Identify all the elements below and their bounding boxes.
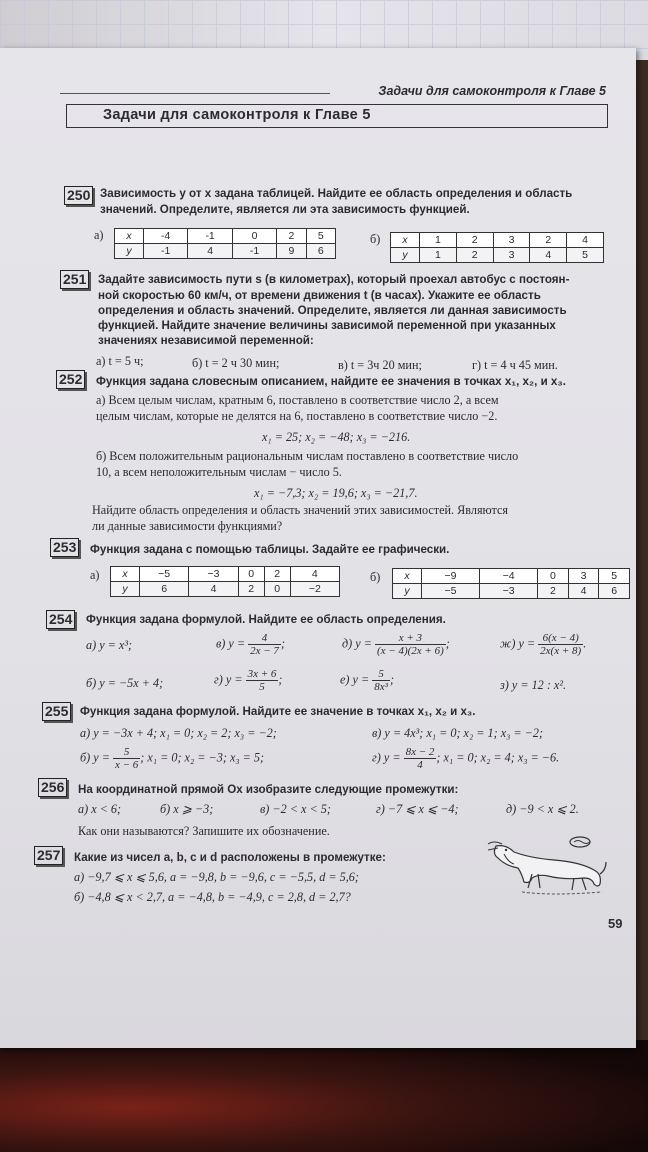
problem-number-253: 253 bbox=[50, 538, 79, 557]
problem-252-question-1: Найдите область определения и область значений этих зависимостей. Являются bbox=[92, 503, 508, 517]
problem-number-256: 256 bbox=[38, 778, 67, 797]
problem-252-b-points: x₁ = −7,3; x₂ = 19,6; x₃ = −21,7. bbox=[254, 486, 418, 500]
problem-250-label-b: б) bbox=[370, 232, 381, 246]
problem-251-line-2: ной скоростью 60 км/ч, от времени движения t (в часах). Укажите ее область bbox=[98, 289, 541, 302]
problem-257-a: а) −9,7 ⩽ x ⩽ 5,6, a = −9,8, b = −9,6, c = −5,5, d = 5,6; bbox=[74, 870, 359, 884]
problem-256-e: д) −9 < x ⩽ 2. bbox=[506, 802, 579, 816]
problem-number-255: 255 bbox=[42, 702, 71, 721]
problem-251-line-5: значениях независимой переменной: bbox=[98, 334, 314, 347]
problem-254-a: а) y = x³; bbox=[86, 638, 133, 652]
running-header bbox=[60, 84, 606, 102]
problem-251-line-3: определения и область значений. Определите, является ли данная зависимость bbox=[98, 304, 567, 317]
problem-252-b-line-2: 10, а всем неположительным числам − число 5. bbox=[96, 465, 342, 479]
problem-256-d: г) −7 ⩽ x ⩽ −4; bbox=[376, 802, 459, 816]
problem-number-254: 254 bbox=[46, 610, 75, 629]
problem-253-label-a: а) bbox=[90, 568, 100, 582]
problem-254-b: б) y = −5x + 4; bbox=[86, 676, 164, 690]
problem-252-a-line-1: а) Всем целым числам, кратным 6, поставлено в соответствие число 2, а всем bbox=[96, 393, 499, 407]
problem-251-line-1: Задайте зависимость пути s (в километрах), который проехал автобус с постоян- bbox=[98, 273, 570, 286]
problem-250-label-a: а) bbox=[94, 228, 104, 242]
problem-256-question: Как они называются? Запишите их обозначение. bbox=[78, 824, 330, 838]
section-title: Задачи для самоконтроля к Главе 5 bbox=[103, 107, 371, 123]
problem-252-intro: Функция задана словесным описанием, найдите ее значения в точках x₁, x₂, и x₃. bbox=[96, 375, 566, 388]
problem-253-label-b: б) bbox=[370, 570, 381, 584]
problem-253-table-b: x −9 −4 0 3 5 y −5 −3 2 4 6 bbox=[392, 568, 630, 599]
running-header-text: Задачи для самоконтроля к Главе 5 bbox=[378, 84, 606, 98]
problem-252-a-points: x₁ = 25; x₂ = −48; x₃ = −216. bbox=[262, 430, 411, 444]
problem-250-text-2: значений. Определите, является ли эта зависимость функцией. bbox=[100, 203, 470, 216]
problem-250-table-a: x -4 -1 0 2 5 y -1 4 -1 9 6 bbox=[114, 228, 336, 259]
problem-256-a: а) x < 6; bbox=[78, 802, 122, 816]
section-title-box bbox=[66, 104, 608, 128]
problem-number-251: 251 bbox=[60, 270, 89, 289]
problem-250-text-1: Зависимость y от x задана таблицей. Найдите ее область определения и область bbox=[100, 187, 573, 200]
problem-252-a-line-2: целым числам, которые не делятся на 6, поставлено в соответствие число −2. bbox=[96, 409, 498, 423]
problem-253-text: Функция задана с помощью таблицы. Задайте ее графически. bbox=[90, 543, 450, 556]
problem-256-b: б) x ⩾ −3; bbox=[160, 802, 214, 816]
background-table bbox=[0, 1040, 648, 1152]
problem-257-b: б) −4,8 ⩽ x < 2,7, a = −4,8, b = −4,9, c = 2,8, d = 2,7? bbox=[74, 890, 351, 904]
problem-250-table-b: x 1 2 3 2 4 y 1 2 3 4 5 bbox=[390, 232, 604, 263]
problem-number-252: 252 bbox=[56, 370, 85, 389]
page-number: 59 bbox=[608, 916, 623, 931]
problem-255-text: Функция задана формулой. Найдите ее значение в точках x₁, x₂ и x₃. bbox=[80, 705, 476, 718]
problem-254-text: Функция задана формулой. Найдите ее область определения. bbox=[86, 613, 446, 626]
problem-253-table-a: x −5 −3 0 2 4 y 6 4 2 0 −2 bbox=[110, 566, 340, 597]
dachshund-illustration bbox=[482, 828, 608, 900]
problem-254-g: г) y = $\frac{3x + 6}{5}$ ; bbox=[214, 668, 283, 693]
problem-251-a: а) t = 5 ч; bbox=[96, 354, 144, 368]
problem-254-zh: ж) y = $\frac{6(x - 4)}{2x(x + 8)}$ . bbox=[500, 632, 587, 657]
problem-number-250: 250 bbox=[64, 186, 93, 205]
problem-251-d: г) t = 4 ч 45 мин. bbox=[472, 358, 558, 372]
problem-255-v: в) y = 4x³; x₁ = 0; x₂ = 1; x₃ = −2; bbox=[372, 726, 544, 740]
problem-254-z: з) y = 12 : x². bbox=[500, 678, 567, 692]
problem-257-text: Какие из чисел a, b, c и d расположены в промежутке: bbox=[74, 851, 386, 864]
problem-251-b: б) t = 2 ч 30 мин; bbox=[192, 356, 280, 370]
problem-255-b: б) y = $\frac{5}{x - 6}$ ; x₁ = 0; x₂ = −3; x₃ = 5; bbox=[80, 746, 265, 771]
problem-251-line-4: функцией. Найдите значение величины зависимой переменной при указанных bbox=[98, 319, 556, 332]
problem-254-v: в) y = $\frac{4}{2x - 7}$ ; bbox=[216, 632, 285, 657]
problem-252-b-line-1: б) Всем положительным рациональным числам поставлено в соответствие число bbox=[96, 449, 519, 463]
problem-number-257: 257 bbox=[34, 846, 63, 865]
problem-255-g: г) y = $\frac{8x - 2}{4}$ ; x₁ = 0; x₂ = 4; x₃ = −6. bbox=[372, 746, 560, 771]
problem-256-text: На координатной прямой Ox изобразите следующие промежутки: bbox=[78, 783, 459, 796]
problem-256-c: в) −2 < x < 5; bbox=[260, 802, 331, 816]
problem-252-question-2: ли данные зависимости функциями? bbox=[92, 519, 283, 533]
problem-254-e: е) y = $\frac{5}{\text{8x³}}$ ; bbox=[340, 668, 394, 693]
problem-255-a: а) y = −3x + 4; x₁ = 0; x₂ = 2; x₃ = −2; bbox=[80, 726, 277, 740]
problem-251-c: в) t = 3ч 20 мин; bbox=[338, 358, 422, 372]
problem-254-d: д) y = $\frac{x + 3}{(x - 4)(2x + 6)}$ ; bbox=[342, 632, 450, 657]
